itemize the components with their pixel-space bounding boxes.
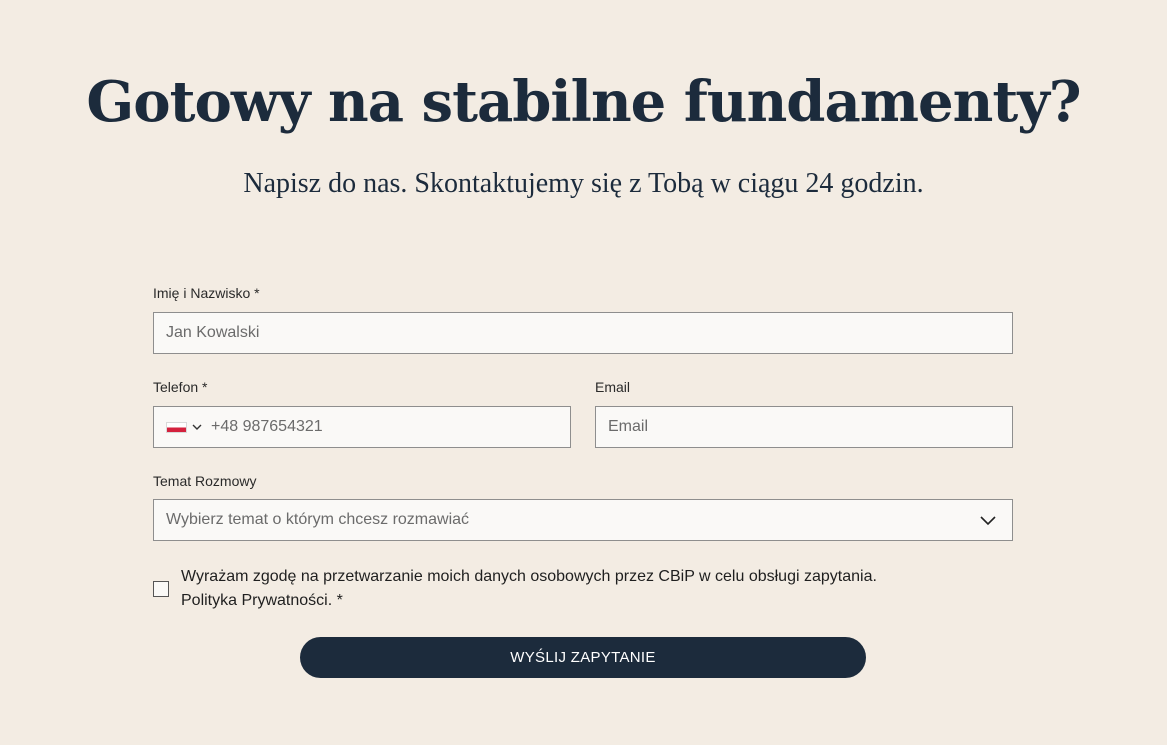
email-input[interactable] bbox=[595, 406, 1013, 448]
phone-input[interactable] bbox=[153, 406, 571, 448]
privacy-policy-link[interactable]: Polityka Prywatności. * bbox=[181, 592, 343, 609]
email-placeholder: Email bbox=[608, 418, 649, 435]
email-label: Email bbox=[595, 379, 631, 395]
submit-button[interactable]: WYŚLIJ ZAPYTANIE bbox=[300, 637, 866, 678]
phone-placeholder: +48 987654321 bbox=[211, 418, 323, 435]
name-placeholder: Jan Kowalski bbox=[166, 324, 260, 341]
consent-line: Wyrażam zgodę na przetwarzanie moich danych osobowych przez CBiP w celu obsługi zapytania. bbox=[181, 568, 877, 585]
topic-placeholder: Wybierz temat o którym chcesz rozmawiać bbox=[166, 511, 470, 528]
topic-select[interactable] bbox=[153, 499, 1013, 541]
topic-label: Temat Rozmowy bbox=[153, 473, 257, 489]
chevron-down-icon bbox=[980, 514, 996, 526]
chevron-down-icon[interactable] bbox=[191, 421, 203, 433]
consent-text bbox=[181, 565, 1001, 613]
page-title: Gotowy na stabilne fundamenty? bbox=[86, 69, 1081, 135]
phone-label: Telefon * bbox=[153, 379, 208, 395]
consent-checkbox[interactable] bbox=[153, 581, 169, 597]
name-input[interactable] bbox=[153, 312, 1013, 354]
page-subtitle: Napisz do nas. Skontaktujemy się z Tobą w ciągu 24 godzin. bbox=[243, 168, 924, 199]
name-label: Imię i Nazwisko * bbox=[153, 285, 260, 301]
poland-flag-icon[interactable] bbox=[166, 422, 187, 433]
